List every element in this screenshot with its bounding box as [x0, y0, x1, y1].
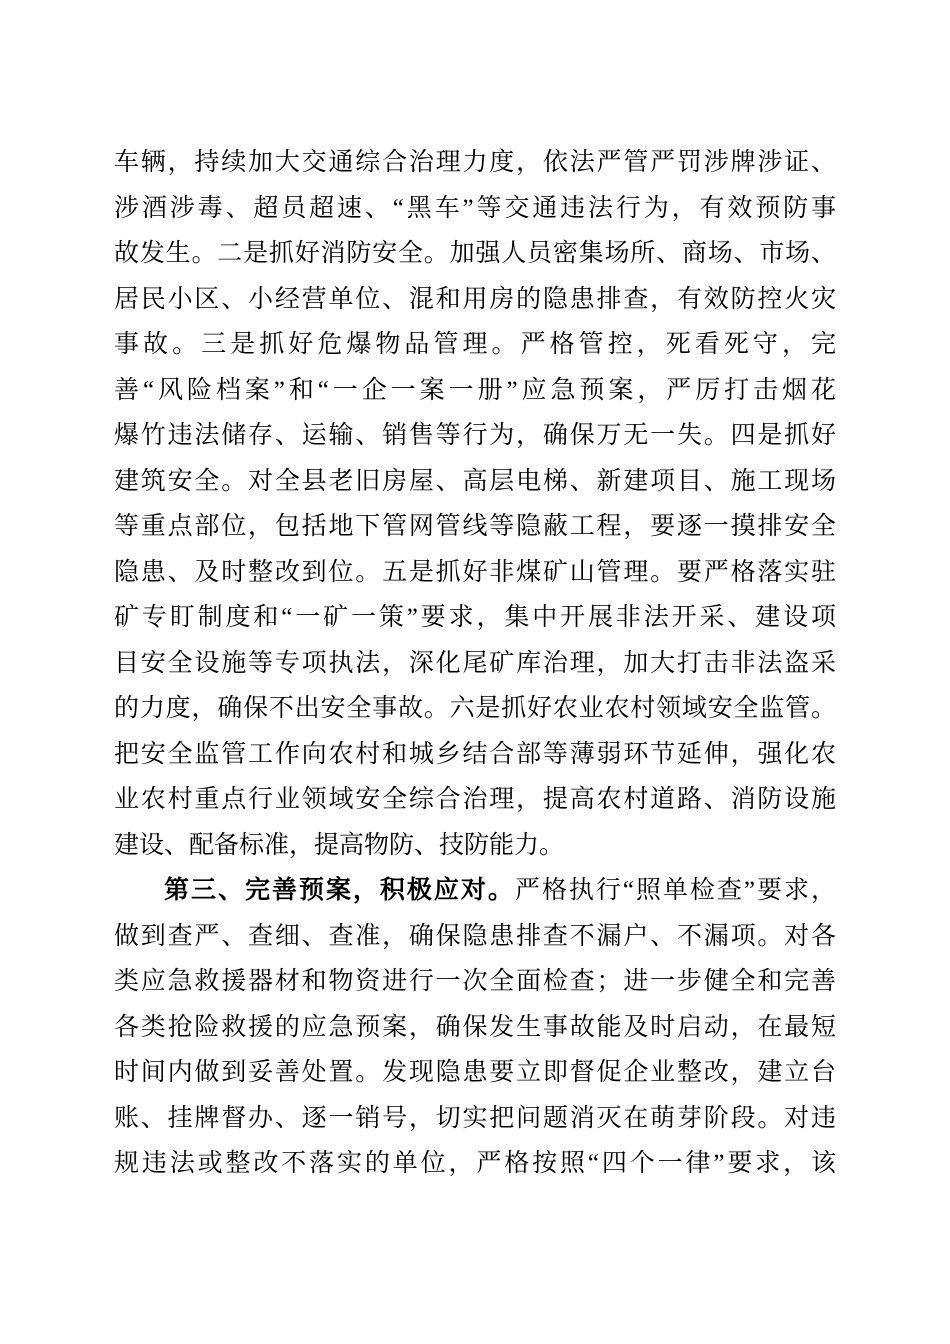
paragraph-lead-rest: 严格执行“照单检查”要求， — [514, 877, 836, 904]
text-line: 业农村重点行业领域安全综合治理，提高农村道路、消防设施 — [114, 786, 836, 813]
text-line — [114, 868, 836, 914]
text-line: 规违法或整改不落实的单位，严格按照“四个一律”要求，该 — [114, 1150, 836, 1177]
text-line: 等重点部位，包括地下管网管线等隐蔽工程，要逐一摸排安全 — [114, 513, 836, 540]
text-line: 做到查严、查细、查准，确保隐患排查不漏户、不漏项。对各 — [114, 922, 836, 950]
text-line: 事故。三是抓好危爆物品管理。严格管控，死看死守，完 — [114, 331, 836, 358]
text-line: 涉酒涉毒、超员超速、“黑车”等交通违法行为，有效预防事 — [114, 194, 836, 222]
text-line: 各类抢险救援的应急预案，确保发生事故能及时启动，在最短 — [114, 1013, 836, 1041]
text-line: 车辆，持续加大交通综合治理力度，依法严管严罚涉牌涉证、 — [114, 149, 836, 176]
text-line: 居民小区、小经营单位、混和用房的隐患排查，有效防控火灾 — [114, 285, 836, 313]
text-line: 建设、配备标准，提高物防、技防能力。 — [114, 831, 565, 859]
text-line: 建筑安全。对全县老旧房屋、高层电梯、新建项目、施工现场 — [114, 467, 836, 495]
text-line: 时间内做到妥善处置。发现隐患要立即督促企业整改，建立台 — [114, 1059, 836, 1086]
text-line: 目安全设施等专项执法，深化尾矿库治理，加大打击非法盗采 — [114, 649, 836, 677]
text-line: 的力度，确保不出安全事故。六是抓好农业农村领域安全监管。 — [114, 695, 836, 722]
text-line: 矿专盯制度和“一矿一策”要求，集中开展非法开采、建设项 — [114, 604, 836, 631]
text-line: 类应急救援器材和物资进行一次全面检查；进一步健全和完善 — [114, 968, 836, 995]
paragraph-lead-bold: 第三、完善预案，积极应对。 — [164, 877, 515, 904]
text-line: 隐患、及时整改到位。五是抓好非煤矿山管理。要严格落实驻 — [114, 558, 836, 586]
text-line: 账、挂牌督办、逐一销号，切实把问题消灭在萌芽阶段。对违 — [114, 1104, 836, 1132]
paragraph — [114, 140, 836, 868]
text-line: 把安全监管工作向农村和城乡结合部等薄弱环节延伸，强化农 — [114, 740, 836, 768]
paragraph — [114, 868, 836, 1187]
text-line: 故发生。二是抓好消防安全。加强人员密集场所、商场、市场、 — [114, 240, 836, 267]
text-line: 爆竹违法储存、运输、销售等行为，确保万无一失。四是抓好 — [114, 422, 836, 449]
text-line: 善“风险档案”和“一企一案一册”应急预案，严厉打击烟花 — [114, 376, 836, 404]
